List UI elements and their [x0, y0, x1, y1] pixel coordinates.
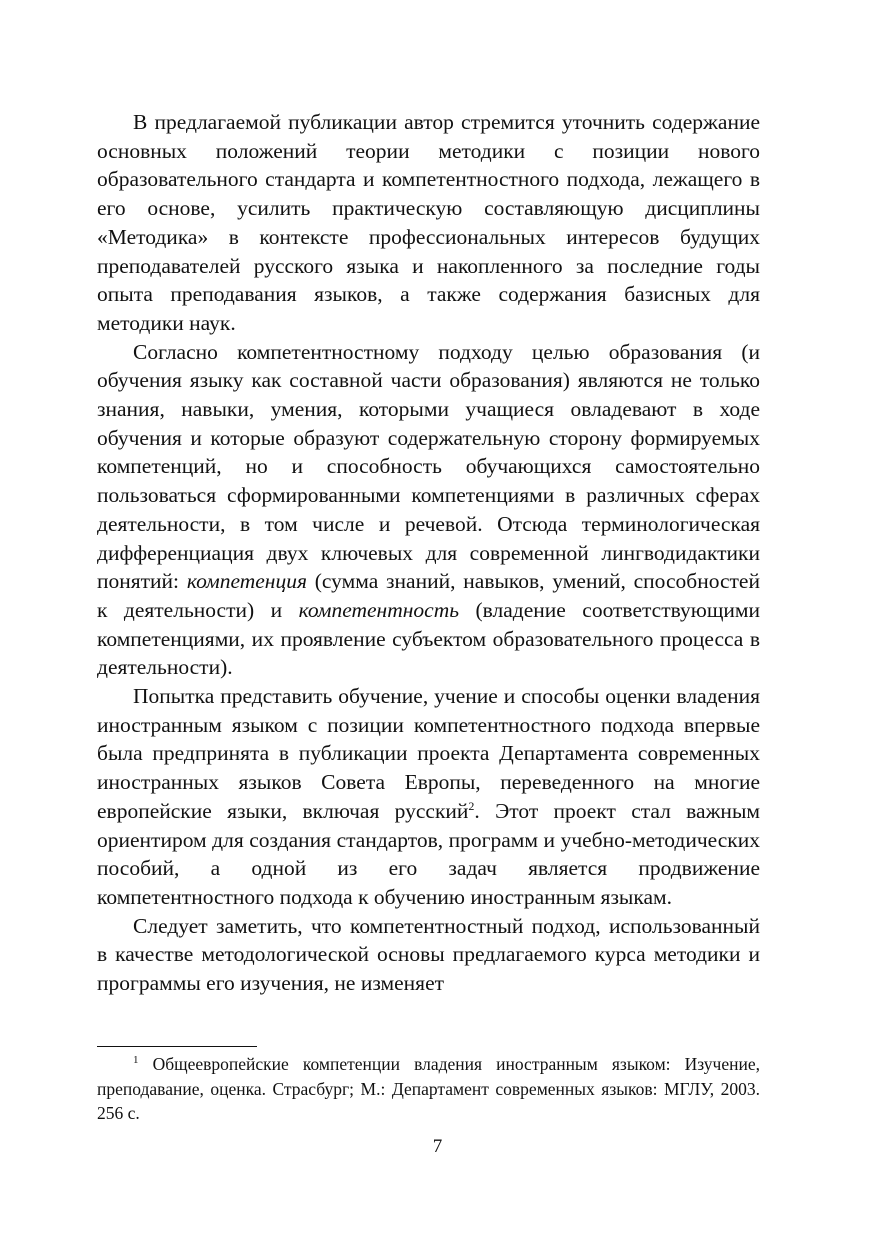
paragraph-1-text: В предлагаемой публикации автор стремится уточнить содержание основных положений теории методики с позиции нового образовательного стандарта и компетентностного подхода, лежащего в его основе, усилить практическую составляющую дисциплины «Методика» в контексте профессиональных интересов будущих преподавателей русского языка и накопленного за последние годы опыта преподавания языков, а также содержания базисных для методики наук. — [97, 110, 760, 335]
paragraph-2-text-a: Согласно компетентностному подходу целью образования (и обучения языку как составной части образования) являются не только знания, навыки, умения, которыми учащиеся овладевают в ходе обучения и которые образуют содержательную сторону формируемых компетенций, но и способность обучающихся самостоятельно пользоваться сформированными компетенциями в различных сферах деятельности, в том числе и речевой. Отсюда терминологическая дифференциация двух ключевых для современной лингводидактики понятий: — [97, 339, 760, 594]
footnote-text: Общеевропейские компетенции владения иностранным языком: Изучение, преподавание, оценка. Страсбург; М.: Департамент современных языков: МГЛУ, 2003. 256 с. — [97, 1054, 760, 1123]
term-competency: компетентность — [298, 597, 460, 622]
paragraph-3-text-b: . Этот проект стал важным ориентиром для создания стандартов, программ и учебно-методических пособий, а одной из его задач является продвижение компетентностного подхода к обучению иностранным языкам. — [97, 798, 760, 909]
paragraph-2-text-c: (владение соответствующими компетенциями, их проявление субъектом образовательного процесса в деятельности). — [97, 597, 760, 680]
footnote-divider — [97, 1046, 257, 1047]
page-body — [97, 108, 760, 998]
paragraph-1 — [97, 108, 760, 338]
paragraph-2-text-b: (сумма знаний, навыков, умений, способностей к деятельности) и — [97, 569, 760, 622]
page-number: 7 — [432, 1136, 443, 1157]
paragraph-4 — [97, 912, 760, 998]
paragraph-3 — [97, 682, 760, 912]
footnote-marker: 1 — [133, 1054, 139, 1067]
paragraph-4-text: Следует заметить, что компетентностный подход, использованный в качестве методологической основы предлагаемого курса методики и программы его изучения, не изменяет — [97, 913, 760, 996]
paragraph-2 — [97, 338, 760, 682]
paragraph-3-text-a: Попытка представить обучение, учение и способы оценки владения иностранным языком с позиции компетентностного подхода впервые была предпринята в публикации проекта Департамента современных иностранных языков Совета Европы, переведенного на многие европейские языки, включая русский — [97, 684, 760, 823]
footnote-reference[interactable]: 2 — [468, 798, 475, 813]
term-competence: компетенция — [186, 569, 307, 594]
footnote — [97, 1052, 760, 1126]
